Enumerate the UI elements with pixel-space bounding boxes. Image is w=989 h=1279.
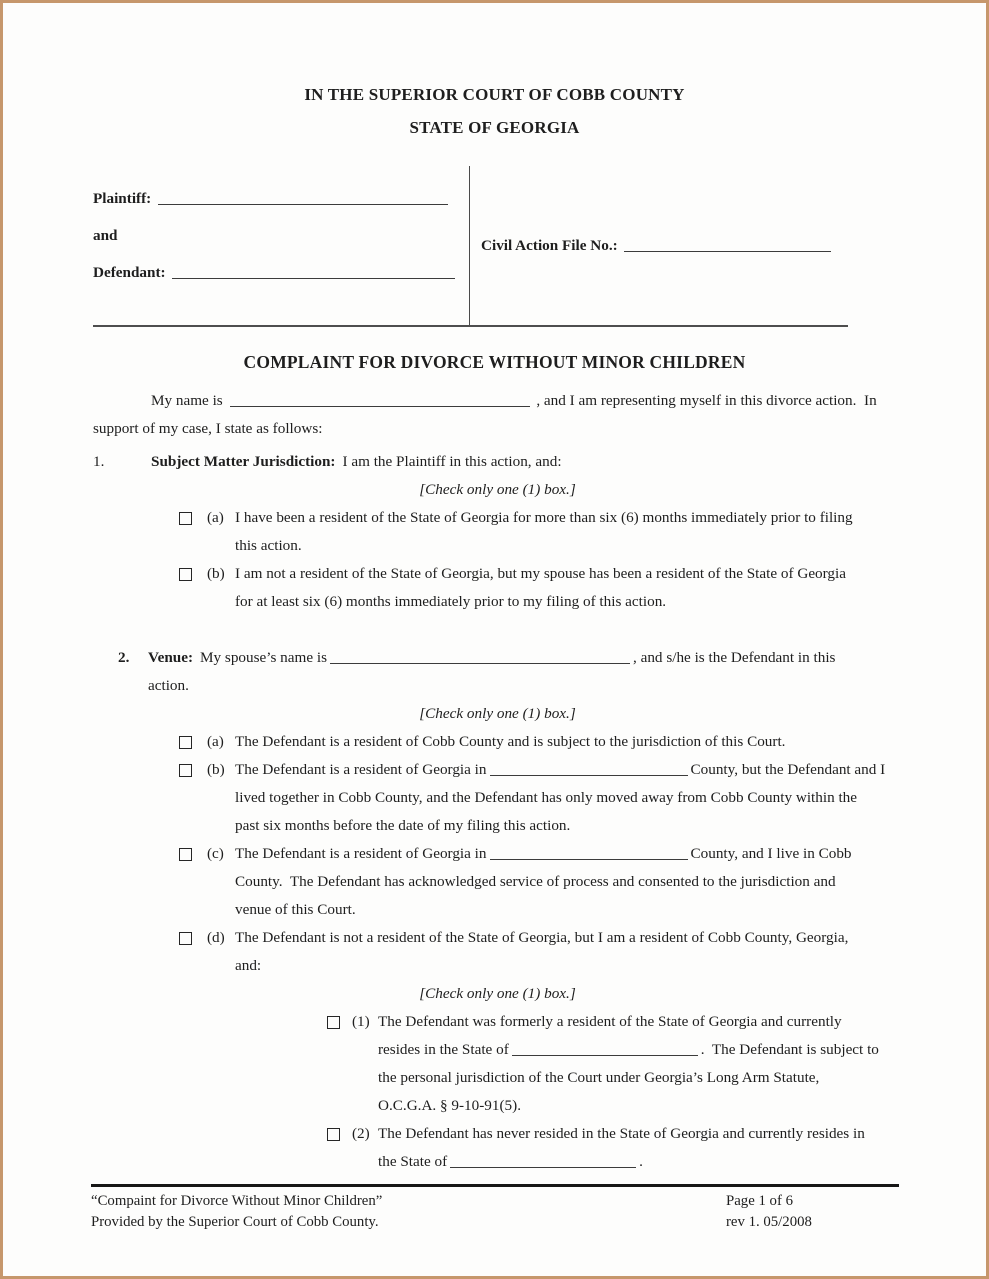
state-field-1[interactable] xyxy=(512,1041,698,1056)
checkbox-1b[interactable] xyxy=(179,568,192,581)
option-2d-1-line-4: O.C.G.A. § 9-10-91(5). xyxy=(378,1097,521,1114)
option-1a xyxy=(179,504,989,560)
checkbox-2d[interactable] xyxy=(179,932,192,945)
section-2-pre: My spouse’s name is xyxy=(200,649,327,666)
option-2b-letter: (b) xyxy=(207,761,225,778)
option-2c-line-1-post: County, and I live in Cobb xyxy=(690,845,852,862)
option-2c-line-2: County. The Defendant has acknowledged service of process and consented to the jurisdiction and xyxy=(235,873,836,890)
option-2c-line-1 xyxy=(235,840,912,868)
section-1-heading xyxy=(93,448,989,476)
footer-rule xyxy=(91,1184,899,1187)
option-2c-line-1-pre: The Defendant is a resident of Georgia in xyxy=(235,845,487,862)
option-2b-line-3: past six months before the date of my filing this action. xyxy=(235,817,571,834)
document-body xyxy=(3,387,989,1176)
footer-right xyxy=(726,1191,812,1233)
option-1a-letter: (a) xyxy=(207,509,224,526)
civil-action-label: Civil Action File No.: xyxy=(481,236,618,254)
option-1a-line-1: I have been a resident of the State of Georgia for more than six (6) months immediately prior to filing xyxy=(235,509,853,526)
petitioner-name-field[interactable] xyxy=(230,392,530,407)
option-2a-letter: (a) xyxy=(207,733,224,750)
option-2d-line-2: and: xyxy=(235,957,262,974)
intro-post: , and I am representing myself in this divorce action. In xyxy=(536,392,877,409)
option-2d-1-number: (1) xyxy=(352,1013,370,1030)
intro-line-2: support of my case, I state as follows: xyxy=(93,420,323,437)
option-1b-line-1: I am not a resident of the State of Georgia, but my spouse has been a resident of the State of Georgia xyxy=(235,565,846,582)
check-instruction-3: [Check only one (1) box.] xyxy=(419,985,576,1002)
option-2c-line-3: venue of this Court. xyxy=(235,901,356,918)
court-name: IN THE SUPERIOR COURT OF COBB COUNTY xyxy=(304,85,685,104)
document-title: COMPLAINT FOR DIVORCE WITHOUT MINOR CHILDREN xyxy=(243,352,746,372)
and-label: and xyxy=(93,227,118,244)
option-2d-1-line-2-post: . The Defendant is subject to xyxy=(700,1041,879,1058)
option-2d-2-line-2-post: . xyxy=(639,1153,643,1170)
footer-provider: Provided by the Superior Court of Cobb County. xyxy=(91,1214,379,1230)
option-2d-2-line-1: The Defendant has never resided in the State of Georgia and currently resides in xyxy=(378,1125,865,1142)
option-2d-1-line-2-pre: resides in the State of xyxy=(378,1041,509,1058)
check-instruction-1: [Check only one (1) box.] xyxy=(419,481,576,498)
check-instruction-2: [Check only one (1) box.] xyxy=(419,705,576,722)
checkbox-2a[interactable] xyxy=(179,736,192,749)
option-2a-line-1: The Defendant is a resident of Cobb County and is subject to the jurisdiction of this Court. xyxy=(235,733,786,750)
option-2d-1-line-3: the personal jurisdiction of the Court under Georgia’s Long Arm Statute, xyxy=(378,1069,820,1086)
plaintiff-label: Plaintiff: xyxy=(93,190,152,207)
state-name: STATE OF GEORGIA xyxy=(409,118,580,137)
civil-action-file-no-field[interactable] xyxy=(624,237,831,252)
case-number-column xyxy=(470,166,848,325)
section-1-title: Subject Matter Jurisdiction: xyxy=(151,453,336,470)
checkbox-2d-1[interactable] xyxy=(327,1016,340,1029)
checkbox-2c[interactable] xyxy=(179,848,192,861)
checkbox-2d-2[interactable] xyxy=(327,1128,340,1141)
option-1b-line-2: for at least six (6) months immediately prior to my filing of this action. xyxy=(235,593,667,610)
option-2d xyxy=(179,924,989,980)
section-2-heading xyxy=(118,644,989,672)
option-2d-2 xyxy=(327,1120,989,1176)
county-field-b[interactable] xyxy=(490,761,688,776)
option-2d-1-line-1: The Defendant was formerly a resident of the State of Georgia and currently xyxy=(378,1013,842,1030)
section-2-post: , and s/he is the Defendant in this xyxy=(633,649,836,666)
court-header xyxy=(3,85,986,138)
footer-left xyxy=(91,1191,382,1233)
case-caption xyxy=(93,166,848,327)
option-2b xyxy=(179,756,989,840)
option-1a-line-2: this action. xyxy=(235,537,302,554)
option-2b-line-1 xyxy=(235,756,912,784)
checkbox-1a[interactable] xyxy=(179,512,192,525)
option-2d-letter: (d) xyxy=(207,929,225,946)
option-2d-1-line-2 xyxy=(378,1036,884,1064)
option-1b-letter: (b) xyxy=(207,565,225,582)
section-2-line-2: action. xyxy=(148,677,189,694)
defendant-name-field[interactable] xyxy=(172,264,455,279)
plaintiff-name-field[interactable] xyxy=(158,190,448,205)
option-2d-line-1: The Defendant is not a resident of the State of Georgia, but I am a resident of Cobb County, Georgia, xyxy=(235,929,849,946)
option-2d-1 xyxy=(327,1008,989,1120)
county-field-c[interactable] xyxy=(490,845,688,860)
section-1-text: I am the Plaintiff in this action, and: xyxy=(342,453,562,470)
section-2-title: Venue: xyxy=(148,649,194,666)
option-2c xyxy=(179,840,989,924)
option-2b-line-2: lived together in Cobb County, and the Defendant has only moved away from Cobb County within the xyxy=(235,789,858,806)
option-1b xyxy=(179,560,989,616)
option-2b-line-1-post: County, but the Defendant and I xyxy=(690,761,886,778)
footer-doc-name: “Compaint for Divorce Without Minor Children” xyxy=(91,1193,383,1209)
option-2b-line-1-pre: The Defendant is a resident of Georgia in xyxy=(235,761,487,778)
revision-info: rev 1. 05/2008 xyxy=(726,1214,812,1230)
option-2d-2-line-2-pre: the State of xyxy=(378,1153,448,1170)
state-field-2[interactable] xyxy=(450,1153,636,1168)
spouse-name-field[interactable] xyxy=(330,649,630,664)
checkbox-2b[interactable] xyxy=(179,764,192,777)
section-1-number: 1. xyxy=(93,453,105,470)
parties-column xyxy=(93,166,470,325)
section-2-number: 2. xyxy=(118,649,130,666)
option-2d-2-line-2 xyxy=(378,1148,884,1176)
defendant-label: Defendant: xyxy=(93,264,166,281)
option-2c-letter: (c) xyxy=(207,845,224,862)
intro-line-1 xyxy=(151,387,989,415)
page-number: Page 1 of 6 xyxy=(726,1193,793,1209)
intro-pre: My name is xyxy=(151,392,223,409)
option-2d-2-number: (2) xyxy=(352,1125,370,1142)
option-2a xyxy=(179,728,989,756)
